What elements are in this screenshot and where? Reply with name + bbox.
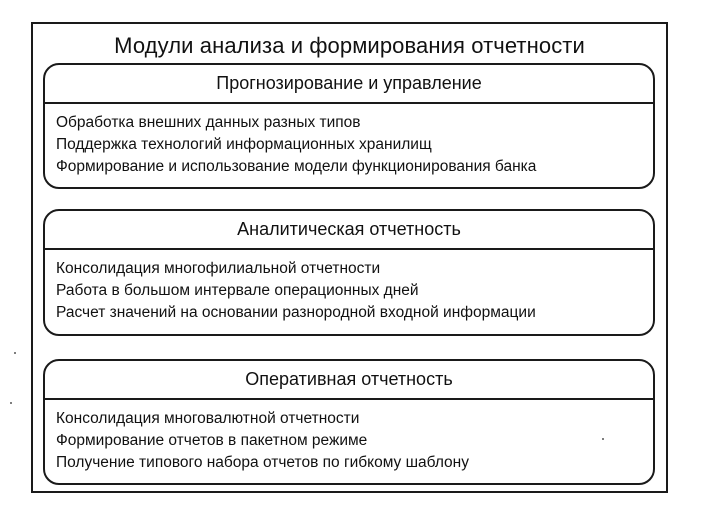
module-header: Оперативная отчетность xyxy=(45,361,653,400)
diagram-title: Модули анализа и формирования отчетности xyxy=(114,33,585,58)
module-operational-reporting xyxy=(43,359,655,485)
diagram-frame xyxy=(31,22,668,493)
module-item: Получение типового набора отчетов по гибкому шаблону xyxy=(56,454,469,471)
module-item: Формирование отчетов в пакетном режиме xyxy=(56,432,368,449)
module-analytical-reporting xyxy=(43,209,655,336)
module-header: Прогнозирование и управление xyxy=(45,65,653,104)
module-item: Консолидация многовалютной отчетности xyxy=(56,410,360,427)
module-item: Расчет значений на основании разнородной входной информации xyxy=(56,304,536,321)
module-item-list xyxy=(45,400,653,474)
module-item-list xyxy=(45,250,653,324)
scan-speck xyxy=(10,402,12,404)
module-item: Формирование и использование модели функционирования банка xyxy=(56,158,537,175)
module-item: Обработка внешних данных разных типов xyxy=(56,114,361,131)
scan-speck xyxy=(14,352,16,354)
module-forecasting xyxy=(43,63,655,189)
module-item: Консолидация многофилиальной отчетности xyxy=(56,260,381,277)
module-item-list xyxy=(45,104,653,178)
module-item: Работа в большом интервале операционных дней xyxy=(56,282,419,299)
module-item: Поддержка технологий информационных хранилищ xyxy=(56,136,432,153)
scan-speck xyxy=(602,438,604,440)
module-header: Аналитическая отчетность xyxy=(45,211,653,250)
